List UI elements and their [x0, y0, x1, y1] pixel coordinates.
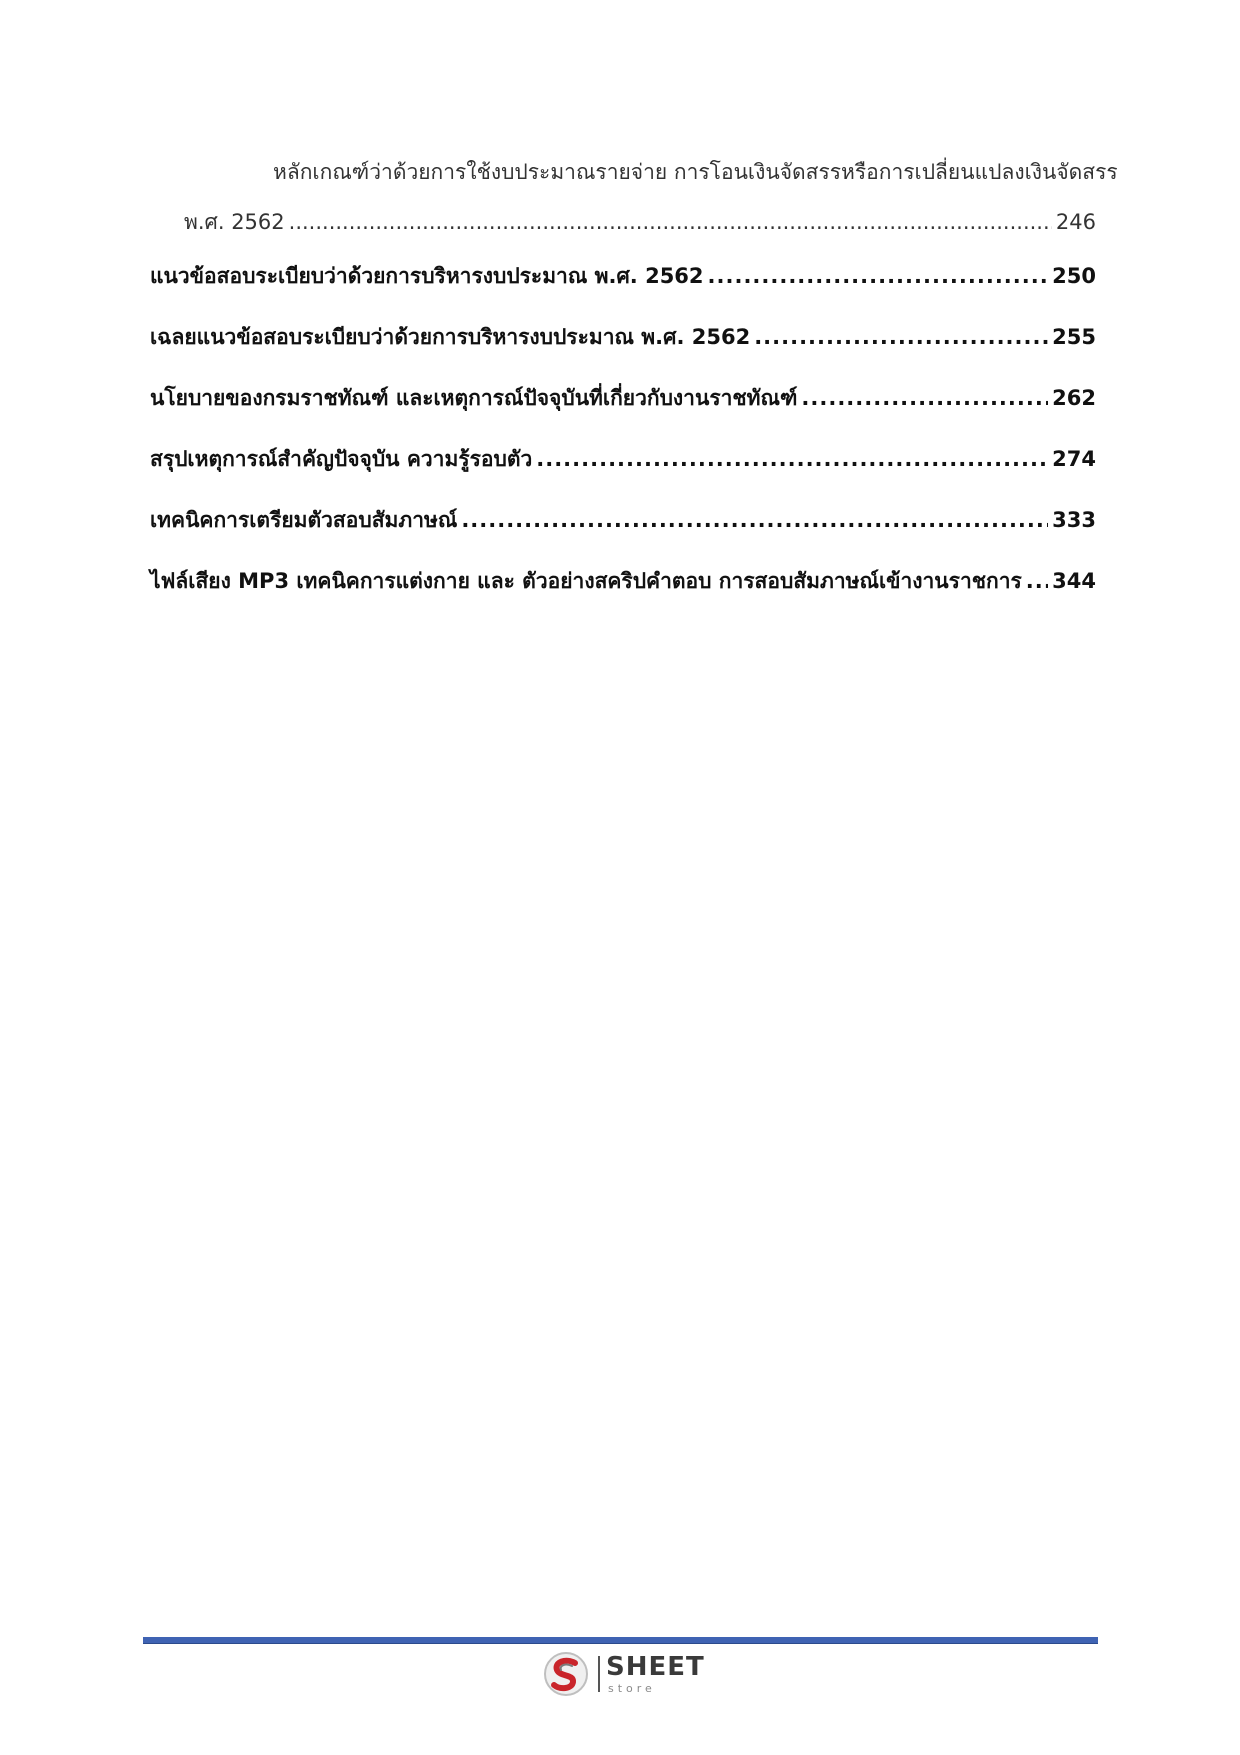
toc-entry-title: สรุปเหตุการณ์สำคัญปัจจุบัน ความรู้รอบตัว [150, 447, 533, 471]
toc-page-number: 262 [1052, 386, 1096, 410]
footer-rule [143, 1637, 1098, 1644]
dot-leader [461, 490, 1048, 551]
logo-subtext: store [608, 1682, 656, 1695]
sheet-store-s-logo-icon [542, 1650, 590, 1698]
toc-entry-title: นโยบายของกรมราชทัณฑ์ และเหตุการณ์ปัจจุบันที่เกี่ยวกับงานราชทัณฑ์ [150, 386, 798, 410]
dot-leader [1026, 551, 1048, 612]
toc-entry[interactable] [150, 551, 1096, 612]
toc-page-number: 274 [1052, 447, 1096, 471]
toc-entry[interactable] [150, 429, 1096, 490]
dot-leader [801, 368, 1048, 429]
table-of-contents [150, 146, 1118, 612]
toc-entry-title: แนวข้อสอบระเบียบว่าด้วยการบริหารงบประมาณ พ.ศ. 2562 [150, 264, 704, 288]
toc-sub-entry-title-line1: หลักเกณฑ์ว่าด้วยการใช้งบประมาณรายจ่าย การโอนเงินจัดสรรหรือการเปลี่ยนแปลงเงินจัดสรร [273, 160, 1118, 184]
logo-separator [598, 1656, 600, 1692]
toc-entry[interactable] [150, 307, 1096, 368]
dot-leader [754, 307, 1048, 368]
toc-sub-entry[interactable] [150, 198, 1096, 246]
toc-entry-title: เฉลยแนวข้อสอบระเบียบว่าด้วยการบริหารงบประมาณ พ.ศ. 2562 [150, 325, 751, 349]
toc-page-number: 250 [1052, 264, 1096, 288]
toc-entry[interactable] [150, 246, 1096, 307]
toc-page-number: 255 [1052, 325, 1096, 349]
sheet-store-logo [542, 1650, 712, 1698]
toc-page-number: 344 [1052, 569, 1096, 593]
toc-sub-entry-title-line2: พ.ศ. 2562 [184, 210, 285, 234]
dot-leader [536, 429, 1048, 490]
dot-leader [708, 246, 1049, 307]
toc-entry[interactable] [150, 368, 1096, 429]
toc-entry[interactable] [150, 490, 1096, 551]
toc-page-number: 333 [1052, 508, 1096, 532]
toc-entry-title: ไฟล์เสียง MP3 เทคนิคการแต่งกาย และ ตัวอย่างสคริปคำตอบ การสอบสัมภาษณ์เข้างานราชการ [150, 569, 1022, 593]
toc-page-number: 246 [1055, 210, 1096, 234]
logo-text: SHEET [606, 1652, 705, 1682]
dot-leader [289, 198, 1052, 246]
toc-entry-title: เทคนิคการเตรียมตัวสอบสัมภาษณ์ [150, 508, 458, 532]
